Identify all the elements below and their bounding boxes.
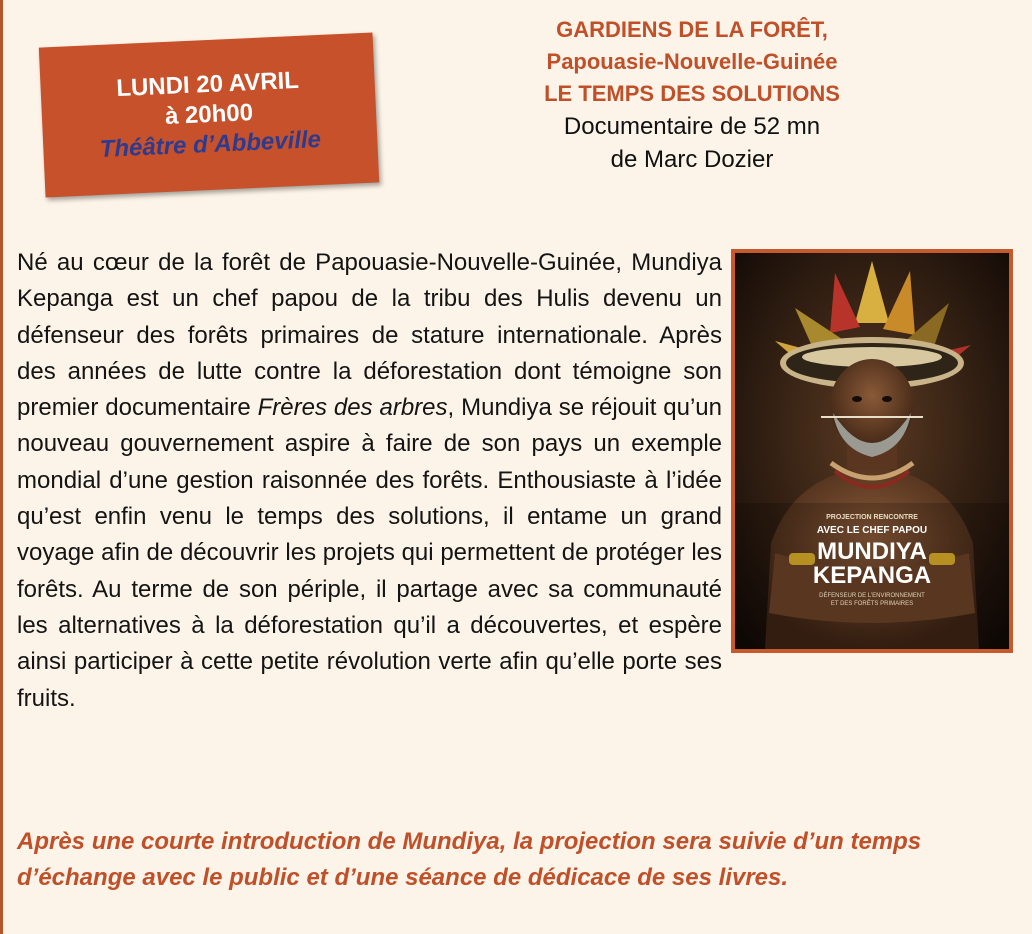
film-description <box>17 245 1017 717</box>
film-subtitle: LE TEMPS DES SOLUTIONS <box>544 81 840 106</box>
film-header <box>462 14 922 176</box>
poster-text-line-2: AVEC LE CHEF PAPOU <box>816 525 928 536</box>
event-time: à 20h00 <box>164 99 254 130</box>
film-format: Documentaire de 52 mn <box>563 113 821 140</box>
film-title: GARDIENS DE LA FORÊT, <box>556 17 828 42</box>
poster-text-line-6: ET DES FORÊTS PRIMAIRES <box>830 601 914 607</box>
film-director: de Marc Dozier <box>610 146 774 173</box>
left-border-rule <box>0 0 3 934</box>
event-venue: Théâtre d’Abbeville <box>99 125 322 163</box>
film-country: Papouasie-Nouvelle-Guinée <box>546 49 838 74</box>
poster-text-line-3: MUNDIYA <box>817 538 927 565</box>
description-part-1: Né au cœur de la forêt de Papouasie-Nouvelle-Guinée, Mundiya Kepanga est un chef papou de la tribu des Hulis devenu un défenseur des forêts primaires de stature internationale. Après des années de lutte contre la déforestation dont témoigne son premier documentaire <box>17 249 722 422</box>
event-date-box <box>39 33 379 198</box>
event-conclusion: Après une courte introduction de Mundiya, la projection sera suivie d’un temps d’échange avec le public et d’une séance de dédicace de ses livres. <box>17 828 922 891</box>
poster-text-line-1: PROJECTION RENCONTRE <box>826 514 918 521</box>
poster-text-line-5: DÉFENSEUR DE L’ENVIRONNEMENT <box>819 593 925 599</box>
description-film-title: Frères des arbres <box>257 394 448 422</box>
event-date: LUNDI 20 AVRIL <box>115 66 300 103</box>
poster-float-spacer <box>722 245 1017 657</box>
poster-text-line-4: KEPANGA <box>812 562 932 589</box>
description-part-2: , Mundiya se réjouit qu’un nouveau gouvernement aspire à faire de son pays un exemple mondial d’une gestion raisonnée des forêts. Enthousiaste à l’idée qu’est enfin venu le temps des solutions, il entame un grand voyage afin de découvrir les projets qui permettent de protéger les forêts. Au terme de son périple, il partage avec sa communauté les alternatives à la déforestation qu’il a découvertes, et espère ainsi participer à cette petite révolution verte afin qu’elle porte ses fruits. <box>17 394 722 712</box>
